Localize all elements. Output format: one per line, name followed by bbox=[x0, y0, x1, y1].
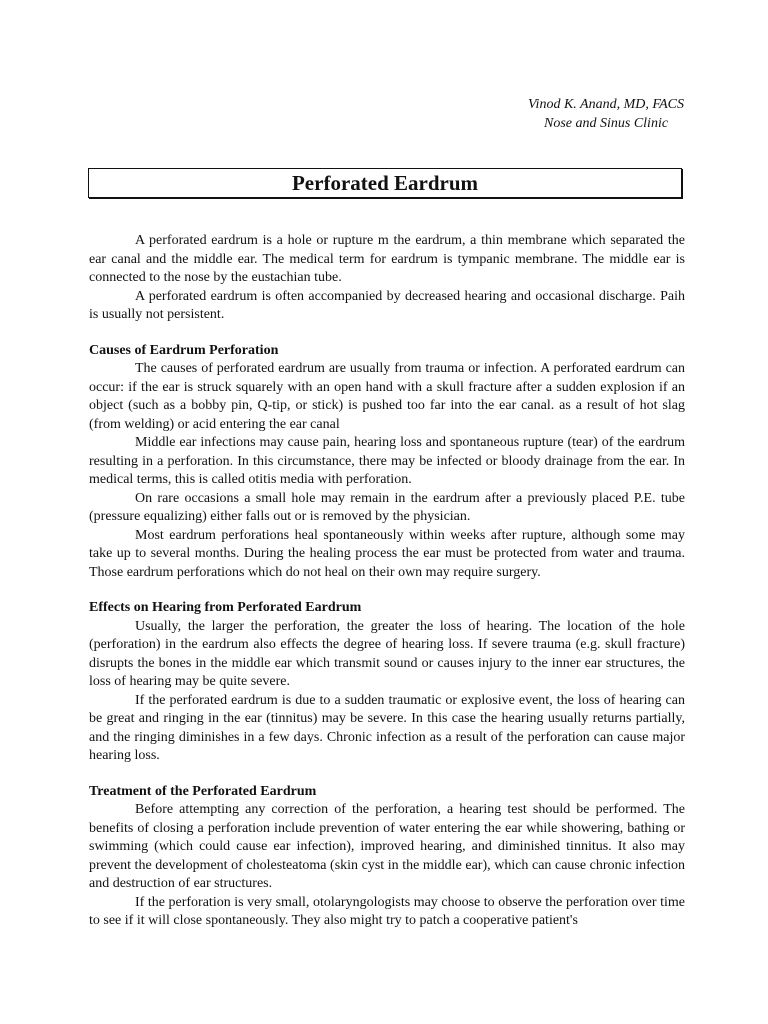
intro-paragraph: A perforated eardrum is often accompanied by decreased hearing and occasional discharge. Paih is usually not persistent. bbox=[89, 288, 685, 322]
causes-paragraph: Most eardrum perforations heal spontaneously within weeks after rupture, although some may take up to several months. During the healing process the ear must be protected from water and trauma. Those eardrum perforations which do not heal on their own may require surgery. bbox=[89, 527, 685, 580]
section-heading-causes: Causes of Eardrum Perforation bbox=[89, 342, 279, 358]
author-name: Vinod K. Anand, MD, FACS bbox=[528, 97, 684, 112]
page-title: Perforated Eardrum bbox=[291, 170, 479, 195]
treatment-paragraph: Before attempting any correction of the perforation, a hearing test should be performed. The benefits of closing a perforation include prevention of water entering the ear while showering, bathing or swimming (which could cause ear infection), improved hearing, and diminished tinnitus. It also may prevent the development of cholesteatoma (skin cyst in the middle ear), which can cause chronic infection and destruction of ear structures. bbox=[89, 802, 685, 891]
causes-paragraph: On rare occasions a small hole may remain in the eardrum after a previously placed P.E. tube (pressure equalizing) either falls out or is removed by the physician. bbox=[89, 490, 685, 524]
section-heading-treatment: Treatment of the Perforated Eardrum bbox=[89, 783, 317, 799]
author-block bbox=[528, 95, 684, 133]
causes-paragraph: The causes of perforated eardrum are usually from trauma or infection. A perforated eardrum can occur: if the ear is struck squarely with an open hand with a skull fracture after a sudden explosion if an object (such as a bobby pin, Q-tip, or stick) is pushed too far into the ear canal. as a result of hot slag (from welding) or acid entering the ear canal bbox=[89, 361, 685, 432]
treatment-paragraph: If the perforation is very small, otolaryngologists may choose to observe the perforation over time to see if it will close spontaneously. They also might try to patch a cooperative patient's bbox=[89, 894, 685, 928]
effects-paragraph: Usually, the larger the perforation, the greater the loss of hearing. The location of the hole (perforation) in the eardrum also effects the degree of hearing loss. If severe trauma (e.g. skull fracture) disrupts the bones in the middle ear which transmit sound or causes injury to the inner ear structures, the loss of hearing may be quite severe. bbox=[89, 618, 685, 689]
document-body bbox=[89, 232, 685, 931]
title-box bbox=[88, 168, 682, 198]
section-heading-effects: Effects on Hearing from Perforated Eardrum bbox=[89, 600, 362, 615]
intro-paragraph: A perforated eardrum is a hole or rupture m the eardrum, a thin membrane which separated the ear canal and the middle ear. The medical term for eardrum is tympanic membrane. The middle ear is connected to the nose by the eustachian tube. bbox=[89, 233, 685, 285]
effects-paragraph: If the perforated eardrum is due to a sudden traumatic or explosive event, the loss of hearing can be great and ringing in the ear (tinnitus) may be severe. In this case the hearing usually returns partially, and the ringing diminishes in a few days. Chronic infection as a result of the perforation can cause major hearing loss. bbox=[89, 692, 685, 763]
clinic-name: Nose and Sinus Clinic bbox=[543, 116, 669, 131]
causes-paragraph: Middle ear infections may cause pain, hearing loss and spontaneous rupture (tear) of the eardrum resulting in a perforation. In this circumstance, there may be infected or bloody drainage from the ear. In medical terms, this is called otitis media with perforation. bbox=[89, 435, 685, 487]
